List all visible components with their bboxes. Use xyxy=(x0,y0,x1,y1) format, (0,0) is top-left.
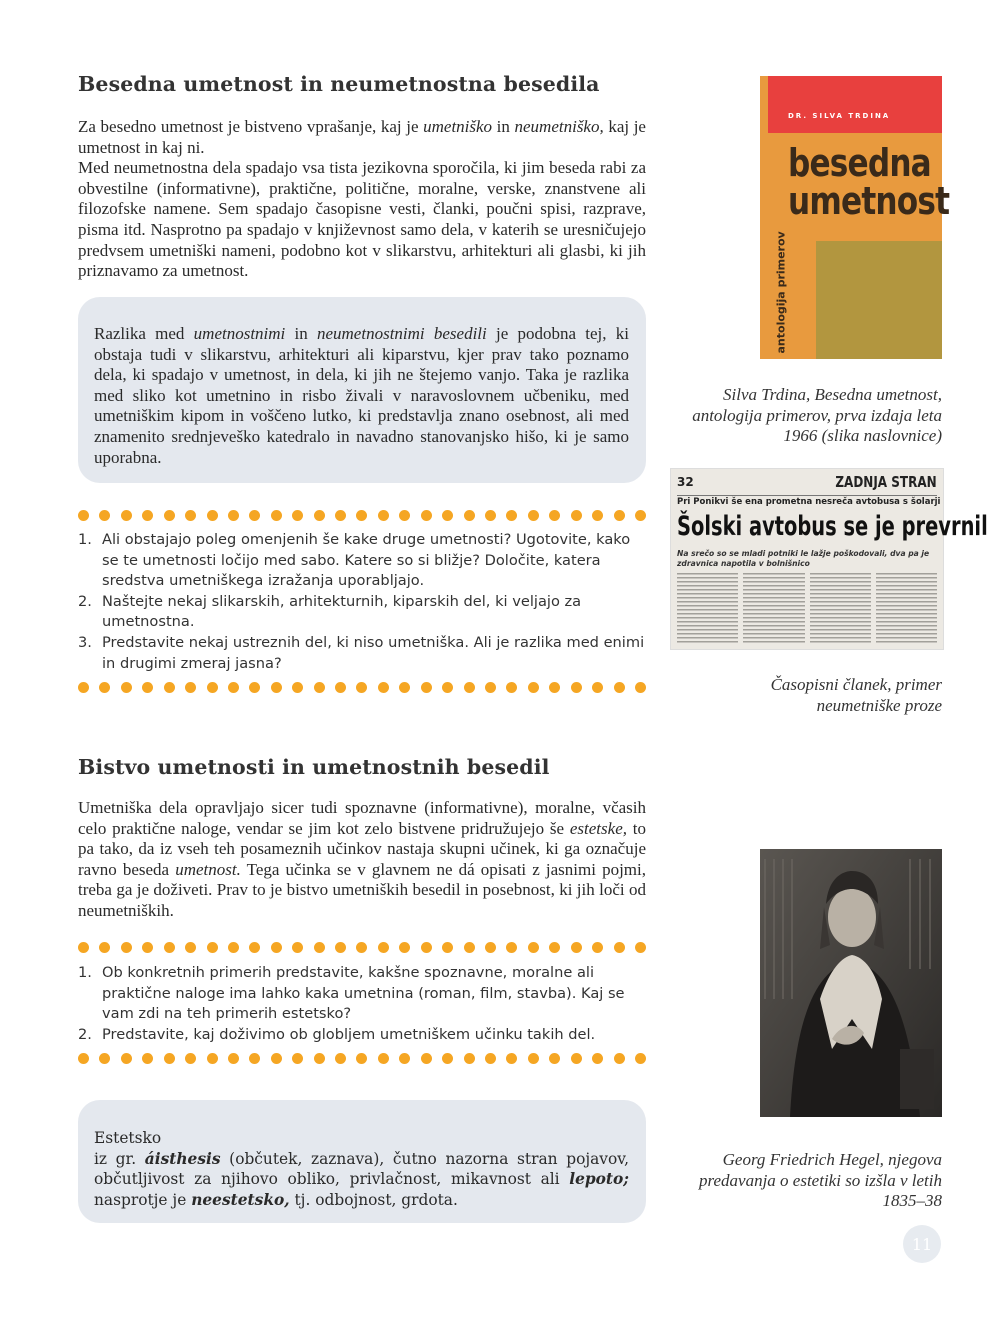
divider-dot xyxy=(356,510,367,521)
divider-dot xyxy=(121,942,132,953)
divider-dot xyxy=(378,510,389,521)
cover-block xyxy=(816,241,942,359)
text-span: kaj je umetnost in kaj ni. xyxy=(78,117,646,157)
definition-text xyxy=(94,1128,629,1210)
divider-dot xyxy=(378,942,389,953)
cover-spine xyxy=(772,226,792,356)
divider-dot xyxy=(249,510,260,521)
text-column xyxy=(810,573,871,643)
divider-dot xyxy=(399,682,410,693)
hegel-portrait-drawing xyxy=(760,849,942,1117)
emphasis: neumetniško, xyxy=(514,117,604,136)
newspaper-page-number: 32 xyxy=(677,475,694,489)
divider-dot xyxy=(335,942,346,953)
emphasis: umetnostnimi xyxy=(193,324,286,343)
divider-dot xyxy=(142,510,153,521)
emphasis: neestetsko, xyxy=(191,1190,290,1209)
divider-dot xyxy=(592,682,603,693)
divider-dot xyxy=(592,510,603,521)
question-number: 3. xyxy=(78,633,92,651)
divider-dot xyxy=(164,1053,175,1064)
newspaper-deck: Na srečo so se mladi potniki le lažje poškodovali, dva pa je zdravnica napotila v bolnišnico xyxy=(677,549,930,568)
divider-dot xyxy=(314,1053,325,1064)
divider-dot xyxy=(292,682,303,693)
emphasis: umetnost. xyxy=(175,859,241,879)
divider-dot xyxy=(464,510,475,521)
divider-dot xyxy=(506,942,517,953)
cover-title-line: umetnost xyxy=(788,179,950,223)
newspaper-header xyxy=(677,473,937,496)
newspaper-section: ZADNJA STRAN xyxy=(835,473,937,491)
divider-dot xyxy=(228,510,239,521)
dotted-divider xyxy=(78,1053,646,1065)
divider-dot xyxy=(314,510,325,521)
text-column xyxy=(743,573,804,643)
divider-dot xyxy=(614,510,625,521)
divider-dot xyxy=(464,1053,475,1064)
divider-dot xyxy=(421,510,432,521)
divider-dot xyxy=(78,942,89,953)
divider-dot xyxy=(421,1053,432,1064)
divider-dot xyxy=(249,942,260,953)
question-list xyxy=(78,963,646,1045)
divider-dot xyxy=(356,1053,367,1064)
book-cover-image xyxy=(760,76,950,359)
question-list xyxy=(78,530,646,674)
divider-dot xyxy=(185,510,196,521)
divider-dot xyxy=(528,1053,539,1064)
question-number: 1. xyxy=(78,531,92,548)
divider-dot xyxy=(121,510,132,521)
divider-dot xyxy=(121,1053,132,1064)
divider-dot xyxy=(399,942,410,953)
divider-dot xyxy=(249,1053,260,1064)
divider-dot xyxy=(421,942,432,953)
divider-dot xyxy=(528,510,539,521)
divider-dot xyxy=(464,682,475,693)
emphasis: estetske, xyxy=(569,818,627,838)
divider-dot xyxy=(549,682,560,693)
body-paragraph: Med neumetnostna dela spadajo vsa tista jezikovna sporočila, ki jim beseda rabi za obvestilne (informativne), praktične, politične, moralne, verske, znanstvene ali filozofske namene. Sem spadajo časopisne vesti, članki, poučni spisi, razprave, pisma itd. Nasprotno pa spadajo v književnost samo dela, v katerih se uresničujejo predvsem umetniški nameni, podobno kot v slikarstvu, arhitekturi ali glasbi, ki jih priznavamo za umetnost. xyxy=(78,158,646,281)
cover-spine-text: antologija primerov xyxy=(774,231,788,354)
divider-dot xyxy=(185,1053,196,1064)
divider-dot xyxy=(271,682,282,693)
question-text: Ob konkretnih primerih predstavite, kakšne spoznavne, moralne ali praktične naloge ima lahko kaka umetnina (roman, film, stavba). Kaj se vam zdi na teh primerih estetsko? xyxy=(102,964,625,1023)
divider-dot xyxy=(78,510,89,521)
text-span: Umetniška dela opravljajo sicer tudi spoznavne (informativne), moralne, včasih celo praktične naloge, vendar se jim kot zelo bistvene pridružujejo še xyxy=(78,798,646,838)
divider-dot xyxy=(185,942,196,953)
divider-dot xyxy=(207,682,218,693)
dotted-divider xyxy=(78,942,646,954)
cover-title-line: besedna xyxy=(788,141,931,185)
divider-dot xyxy=(292,942,303,953)
divider-dot xyxy=(549,510,560,521)
divider-dot xyxy=(356,942,367,953)
divider-dot xyxy=(378,682,389,693)
divider-dot xyxy=(271,510,282,521)
divider-dot xyxy=(378,1053,389,1064)
divider-dot xyxy=(99,1053,110,1064)
divider-dot xyxy=(485,682,496,693)
newspaper-kicker: Pri Ponikvi še ena prometna nesreča avtobusa s šolarji xyxy=(677,497,941,507)
text-column xyxy=(876,573,937,643)
cover-title xyxy=(788,141,950,223)
figure-caption: Georg Friedrich Hegel, njegova predavanja o estetiki so izšla v letih 1835–38 xyxy=(699,1150,942,1211)
divider-dot xyxy=(442,1053,453,1064)
section-title: Besedna umetnost in neumetnostna besedila xyxy=(78,72,600,96)
divider-dot xyxy=(314,942,325,953)
newspaper-clipping-image xyxy=(670,468,988,650)
divider-dot xyxy=(614,1053,625,1064)
text-span: in xyxy=(285,324,317,343)
divider-dot xyxy=(635,1053,646,1064)
divider-dot xyxy=(228,1053,239,1064)
page-number: 11 xyxy=(903,1225,941,1263)
emphasis: lepoto; xyxy=(569,1170,629,1189)
section-intro xyxy=(78,117,646,282)
divider-dot xyxy=(614,682,625,693)
info-box-text xyxy=(94,324,629,468)
divider-dot xyxy=(614,942,625,953)
divider-dot xyxy=(549,1053,560,1064)
body-paragraph xyxy=(78,798,646,922)
divider-dot xyxy=(164,942,175,953)
divider-dot xyxy=(228,682,239,693)
divider-dot xyxy=(99,942,110,953)
divider-dot xyxy=(121,682,132,693)
divider-dot xyxy=(271,942,282,953)
divider-dot xyxy=(635,510,646,521)
divider-dot xyxy=(635,942,646,953)
cover-author: DR. SILVA TRDINA xyxy=(788,112,891,120)
divider-dot xyxy=(592,942,603,953)
text-span: Razlika med xyxy=(94,324,194,343)
divider-dot xyxy=(228,942,239,953)
text-span: nasprotje je xyxy=(94,1190,192,1209)
divider-dot xyxy=(314,682,325,693)
divider-dot xyxy=(292,1053,303,1064)
text-span: in xyxy=(492,117,515,136)
divider-dot xyxy=(142,942,153,953)
divider-dot xyxy=(549,942,560,953)
divider-dot xyxy=(571,510,582,521)
emphasis: umetniško xyxy=(423,117,493,136)
question-item xyxy=(78,530,646,592)
divider-dot xyxy=(592,1053,603,1064)
emphasis: neumetnostnimi besedili xyxy=(316,324,487,343)
question-text: Ali obstajajo poleg omenjenih še kake druge umetnosti? Ugotovite, kako se te umetnosti ločijo med sabo. Katere so si bližje? Določite, katera sredstva umetniškega izražanja uporabljajo. xyxy=(102,531,631,590)
divider-dot xyxy=(571,1053,582,1064)
divider-dot xyxy=(356,682,367,693)
text-span: Za besedno umetnost je bistveno vprašanje, kaj je xyxy=(78,117,424,136)
divider-dot xyxy=(207,510,218,521)
question-number: 1. xyxy=(78,964,92,981)
portrait-image xyxy=(760,849,942,1117)
info-box xyxy=(78,297,646,483)
section-title: Bistvo umetnosti in umetnostnih besedil xyxy=(78,755,550,779)
divider-dot xyxy=(442,682,453,693)
text-span: (občutek, zaznava), čutno nazorna stran pojavov, občutljivost za njihovo obliko, privlačnost, mikavnost ali xyxy=(94,1149,629,1189)
divider-dot xyxy=(142,1053,153,1064)
section-body xyxy=(78,798,646,922)
divider-dot xyxy=(207,1053,218,1064)
divider-dot xyxy=(164,510,175,521)
question-number: 2. xyxy=(78,592,92,610)
cover-band xyxy=(768,76,942,133)
divider-dot xyxy=(78,682,89,693)
divider-dot xyxy=(292,510,303,521)
divider-dot xyxy=(528,682,539,693)
divider-dot xyxy=(442,942,453,953)
divider-dot xyxy=(571,682,582,693)
divider-dot xyxy=(571,942,582,953)
divider-dot xyxy=(485,942,496,953)
question-number: 2. xyxy=(78,1025,92,1043)
divider-dot xyxy=(528,942,539,953)
text-span: Tega učinka se v glavnem ne dá opisati z jasnimi pojmi, treba ga je doživeti. Prav to je bistvo umetniških besedil in posebnost, ki jih loči od neumetniških. xyxy=(78,859,646,920)
emphasis: áisthesis xyxy=(144,1149,221,1168)
divider-dot xyxy=(399,510,410,521)
divider-dot xyxy=(78,1053,89,1064)
divider-dot xyxy=(164,682,175,693)
divider-dot xyxy=(335,1053,346,1064)
intro-paragraph xyxy=(78,117,646,158)
divider-dot xyxy=(506,1053,517,1064)
definition-box xyxy=(78,1100,646,1223)
divider-dot xyxy=(442,510,453,521)
text-span: je podobna tej, ki obstaja tudi v slikarstvu, arhitekturi ali kiparstvu, kjer prav tako poznamo dela, ki spadajo v umetnost, in dela, ki jih ne štejemo vanjo. Taka je razlika med sliko kot umetnino in risbo živali v naravoslovnem učbeniku, med umetniškim kipom in voščeno lutko, ki predstavlja znano osebnost, ali med znamenito srednjeveško katedralo in navadno stanovanjsko hišo, ki je samo uporabna. xyxy=(94,324,629,467)
newspaper-columns xyxy=(677,573,937,643)
divider-dot xyxy=(506,510,517,521)
divider-dot xyxy=(635,682,646,693)
divider-dot xyxy=(142,682,153,693)
text-column xyxy=(677,573,738,643)
divider-dot xyxy=(99,510,110,521)
divider-dot xyxy=(207,942,218,953)
question-item xyxy=(78,963,646,1025)
divider-dot xyxy=(485,510,496,521)
question-item xyxy=(78,592,646,633)
divider-dot xyxy=(335,682,346,693)
text-span: tj. odbojnost, grdota. xyxy=(289,1190,458,1209)
divider-dot xyxy=(335,510,346,521)
divider-dot xyxy=(399,1053,410,1064)
question-text: Predstavite nekaj ustreznih del, ki niso umetniška. Ali je razlika med enimi in drugimi zmeraj jasna? xyxy=(102,633,645,672)
divider-dot xyxy=(485,1053,496,1064)
dotted-divider xyxy=(78,682,646,694)
question-text: Naštejte nekaj slikarskih, arhitekturnih, kiparskih del, ki veljajo za umetnostna. xyxy=(102,592,582,631)
question-item xyxy=(78,633,646,674)
newspaper-headline: Šolski avtobus se je prevrnil xyxy=(677,511,988,542)
dotted-divider xyxy=(78,510,646,522)
divider-dot xyxy=(506,682,517,693)
figure-caption: Silva Trdina, Besedna umetnost, antologija primerov, prva izdaja leta 1966 (slika naslovnice) xyxy=(692,385,942,446)
text-span: to pa tako, da iz vseh teh posameznih učinkov nastaja skupni učinek, ki ga označuje ravno beseda xyxy=(78,818,647,879)
divider-dot xyxy=(99,682,110,693)
divider-dot xyxy=(271,1053,282,1064)
question-text: Predstavite, kaj doživimo ob globljem umetniškem učinku takih del. xyxy=(102,1025,596,1043)
text-span: iz gr. xyxy=(94,1149,145,1168)
divider-dot xyxy=(185,682,196,693)
figure-caption: Časopisni članek, primer neumetniške proze xyxy=(770,675,942,715)
divider-dot xyxy=(464,942,475,953)
definition-body xyxy=(94,1149,629,1211)
divider-dot xyxy=(421,682,432,693)
definition-term: Estetsko xyxy=(94,1129,162,1147)
divider-dot xyxy=(249,682,260,693)
question-item xyxy=(78,1025,646,1046)
